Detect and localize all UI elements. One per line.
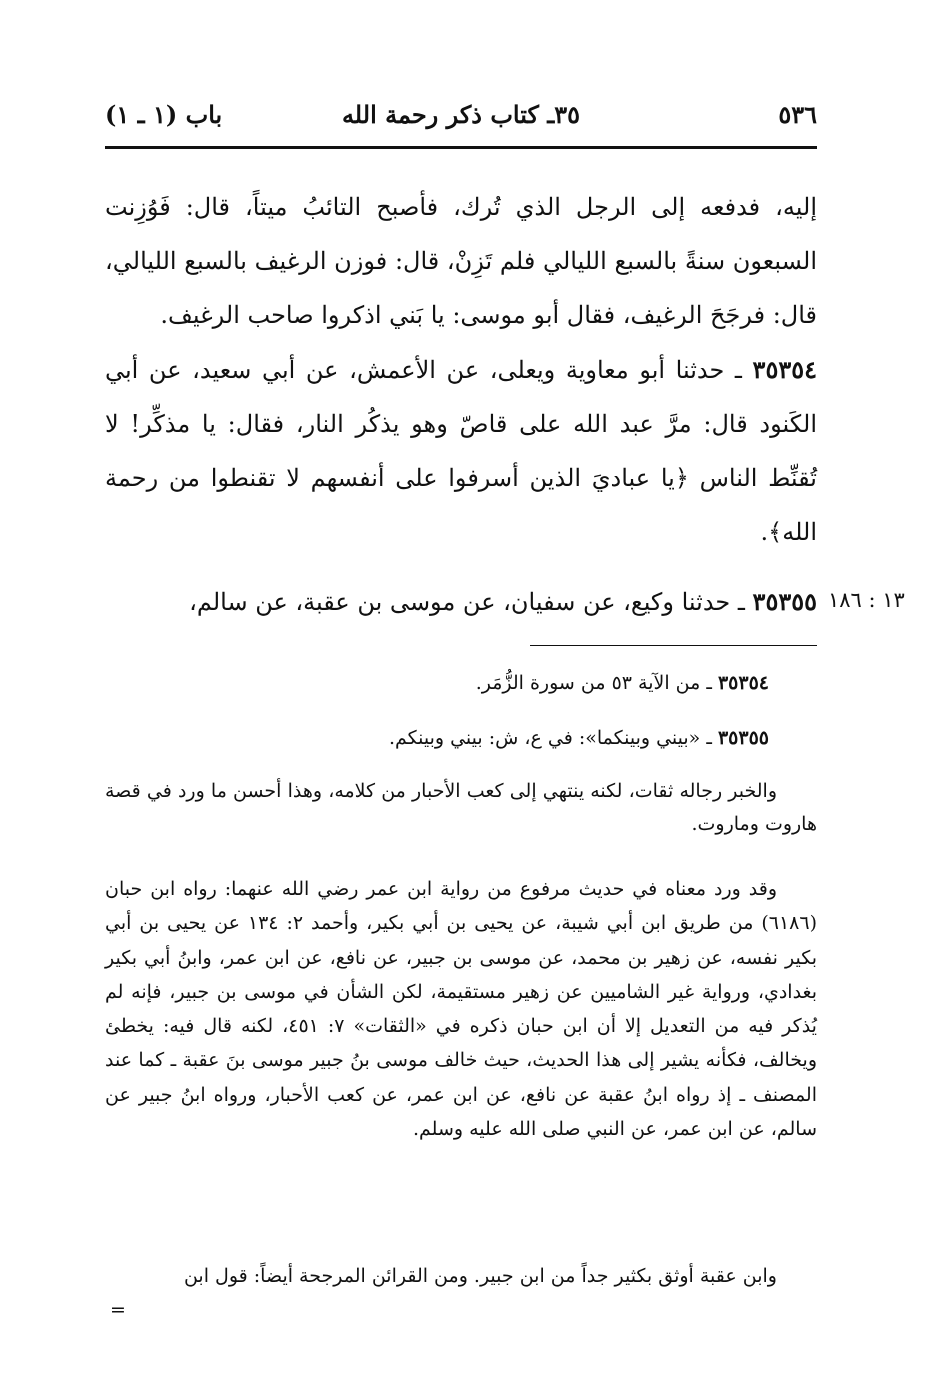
- hadith-35355: [105, 575, 817, 629]
- hadith-number: ٣٥٣٥٤: [752, 355, 817, 384]
- footnote-paragraph-3: وابن عقبة أوثق بكثير جداً من ابن جبير. ومن القرائن المرجحة أيضاً: قول ابن: [183, 1265, 777, 1287]
- footnote-paragraph-2: وقد ورد معناه في حديث مرفوع من رواية ابن عمر رضي الله عنهما: رواه ابن حبان (٦١٨٦) من طريق ابن أبي شيبة، عن يحيى بن أبي بكير، وأحمد ٢: ١٣٤ عن يحيى بن أبي بكير نفسه، عن زهير بن محمد، عن موسى بن جبير، عن نافع، عن ابن عمر، وابنُ أبي بكير بغدادي، ورواية غير الشاميين عن زهير مستقيمة، لكن الشأن في موسى بن جبير، فإنه لم يُذكر فيه من التعديل إلا أن ابن حبان ذكره في «الثقات» ٧: ٤٥١، لكنه قال فيه: يخطئ ويخالف، فكأنه يشير إلى هذا الحديث، حيث خالف موسى بنُ جبير موسى بنَ عقبة ـ كما عند المصنف ـ إذ رواه ابنُ عقبة عن نافع، عن ابن عمر، عن كعب الأحبار، ورواه ابنُ جبير عن سالم، عن ابن عمر، عن النبي صلى الله عليه وسلم.: [105, 878, 817, 1141]
- hadith-35354: [105, 343, 817, 559]
- page-header: [105, 100, 817, 140]
- footnote-text: ـ «بيني وبينكما»: في ع، ش: بيني وبينكم.: [388, 727, 712, 749]
- header-rule: [105, 146, 817, 149]
- hadith-text: ـ حدثنا أبو معاوية ويعلى، عن الأعمش، عن أبي سعيد، عن أبي الكَنود قال: مرَّ عبد الله على قاصّ وهو يذكُر النار، فقال: يا مذكِّر! لا تُقنِّط الناس ﴿يا عباديَ الذين أسرفوا على أنفسهم لا تقنطوا من رحمة الله﴾.: [105, 356, 817, 546]
- hadith-number: ٣٥٣٥٥: [752, 587, 817, 616]
- footnote-text: ـ من الآية ٥٣ من سورة الزُّمَر.: [475, 672, 712, 694]
- footnote-rule: [530, 645, 817, 646]
- footnote-number: ٣٥٣٥٥: [717, 727, 769, 749]
- footnote-35354: [105, 667, 769, 700]
- margin-index: ١٣ : ١٨٦: [828, 588, 905, 612]
- hadith-text: ـ حدثنا وكيع، عن سفيان، عن موسى بن عقبة، عن سالم،: [189, 588, 745, 616]
- footnote-number: ٣٥٣٥٤: [717, 672, 769, 694]
- continuation-mark: =: [110, 1299, 126, 1321]
- chapter-label: باب (١ ـ ١): [105, 100, 223, 129]
- footnote-35355: [105, 722, 769, 755]
- body-paragraph-1: إليه، فدفعه إلى الرجل الذي تُرك، فأصبح التائبُ ميتاً، قال: فَوُزِنت السبعون سنةً بالسبع الليالي فلم تَزِنْ، قال: فوزن الرغيف بالسبع الليالي، قال: فرجَحَ الرغيف، فقال أبو موسى: يا بَني اذكروا صاحب الرغيف.: [105, 193, 817, 329]
- page-number: ٥٣٦: [778, 100, 817, 129]
- book-title: ٣٥ـ كتاب ذكر رحمة الله: [341, 100, 581, 129]
- footnote-paragraph-1: والخبر رجاله ثقات، لكنه ينتهي إلى كعب الأحبار من كلامه، وهذا أحسن ما ورد في قصة هاروت وماروت.: [105, 780, 817, 835]
